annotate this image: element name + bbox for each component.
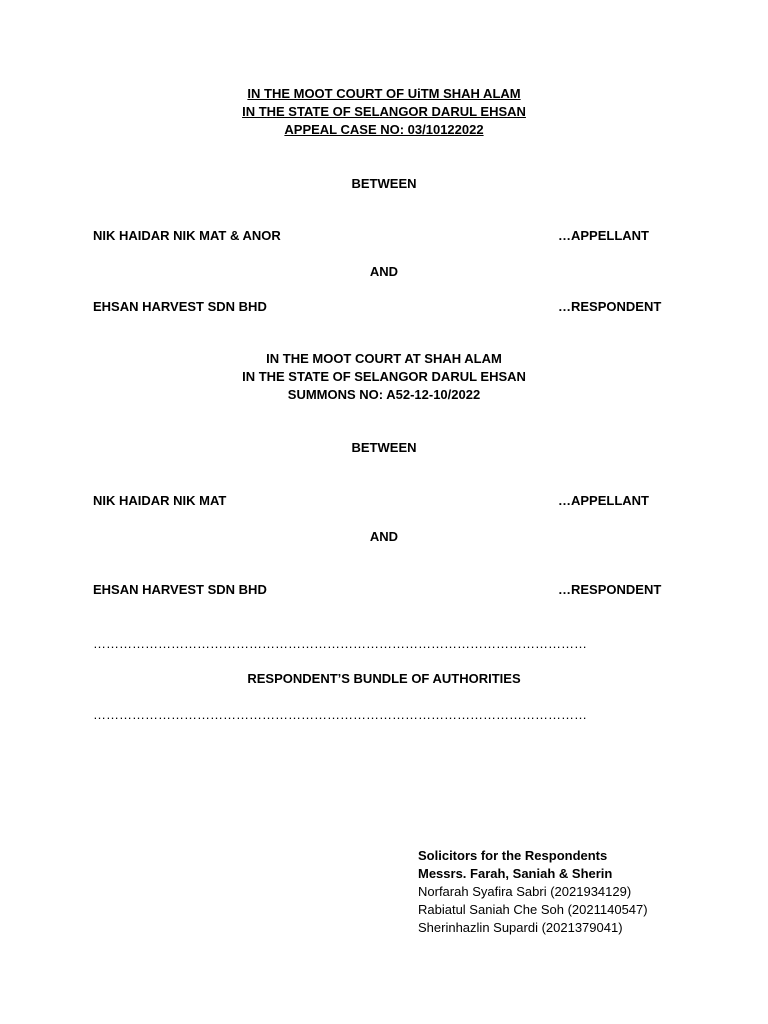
appeal-and-label: AND (369, 264, 399, 279)
appeal-case-number: APPEAL CASE NO: 03/10122022 (284, 122, 484, 137)
solicitor-member: Rabiatul Saniah Che Soh (2021140547) (418, 902, 648, 917)
appeal-appellant-role: …APPELLANT (558, 228, 649, 243)
appeal-court-title: IN THE MOOT COURT OF UiTM SHAH ALAM (247, 86, 521, 101)
summons-appellant-name: NIK HAIDAR NIK MAT (93, 493, 227, 508)
solicitor-member: Norfarah Syafira Sabri (2021934129) (418, 884, 632, 899)
appeal-appellant-name: NIK HAIDAR NIK MAT & ANOR (93, 228, 281, 243)
document-title: RESPONDENT’S BUNDLE OF AUTHORITIES (247, 671, 521, 686)
summons-appellant-role: …APPELLANT (558, 493, 649, 508)
summons-court-title: IN THE MOOT COURT AT SHAH ALAM (266, 351, 502, 366)
separator-bottom: …………………………………………………………………………………………………… (93, 707, 587, 722)
summons-and-label: AND (369, 529, 399, 544)
summons-between-label: BETWEEN (351, 440, 417, 455)
summons-state-title: IN THE STATE OF SELANGOR DARUL EHSAN (242, 369, 526, 384)
appeal-respondent-role: …RESPONDENT (558, 299, 662, 314)
appeal-respondent-name: EHSAN HARVEST SDN BHD (93, 299, 267, 314)
summons-respondent-name: EHSAN HARVEST SDN BHD (93, 582, 267, 597)
separator-top: …………………………………………………………………………………………………… (93, 636, 587, 651)
solicitors-firm: Messrs. Farah, Saniah & Sherin (418, 866, 613, 881)
solicitor-member: Sherinhazlin Supardi (2021379041) (418, 920, 623, 935)
solicitors-heading: Solicitors for the Respondents (418, 848, 608, 863)
appeal-between-label: BETWEEN (351, 176, 417, 191)
appeal-state-title: IN THE STATE OF SELANGOR DARUL EHSAN (242, 104, 526, 119)
summons-respondent-role: …RESPONDENT (558, 582, 662, 597)
summons-number: SUMMONS NO: A52-12-10/2022 (287, 387, 481, 402)
